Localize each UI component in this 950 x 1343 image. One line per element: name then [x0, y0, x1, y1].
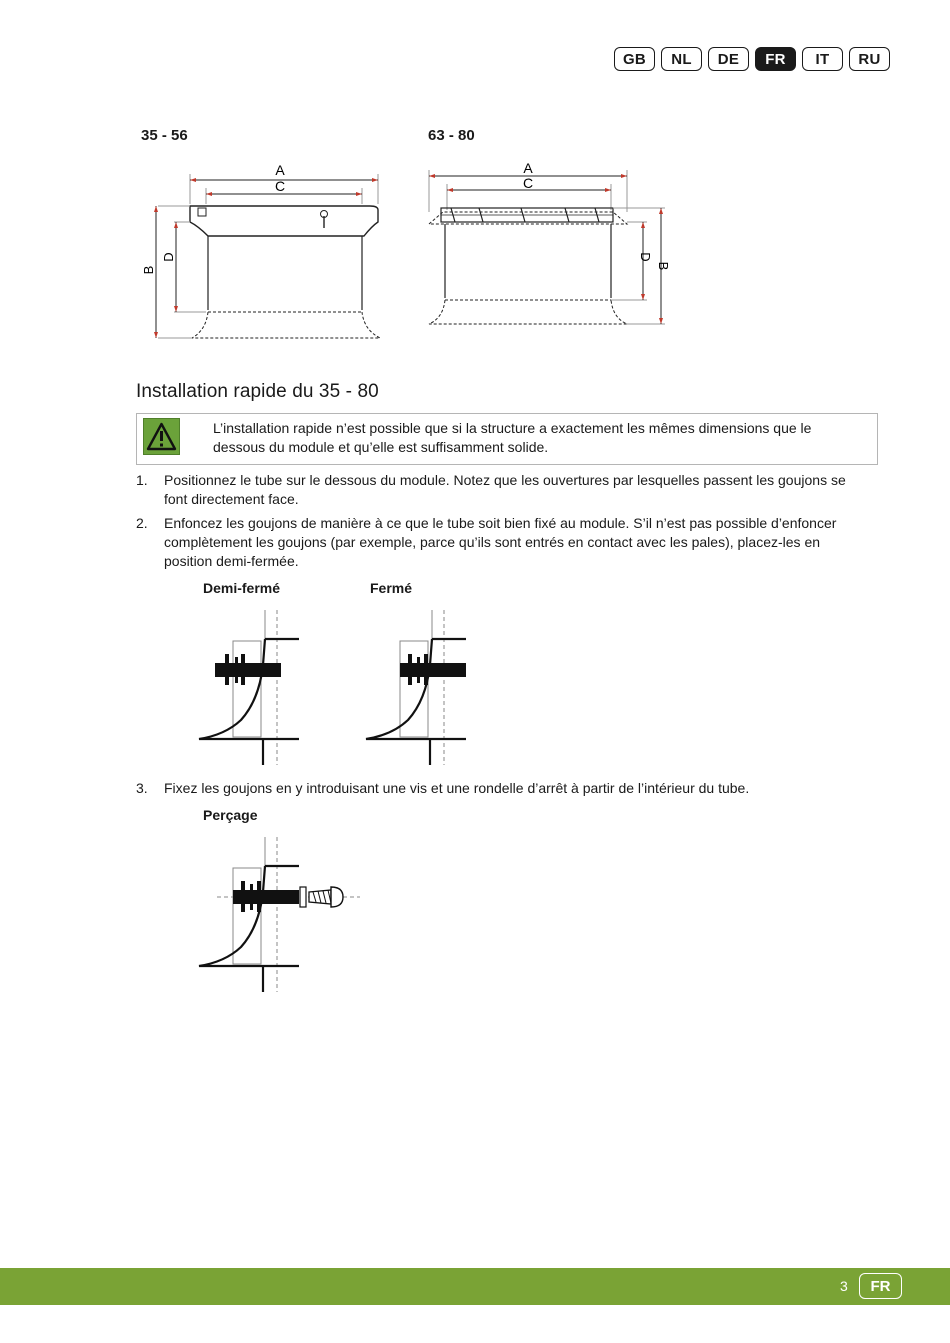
dim-d-label: D — [638, 252, 653, 262]
figure-title-35-56: 35 - 56 — [141, 127, 188, 144]
footer-language-badge: FR — [859, 1273, 902, 1299]
dim-b-label: B — [656, 261, 671, 271]
warning-triangle-icon — [144, 419, 179, 454]
dim-b-label: B — [141, 265, 156, 275]
page-number: 3 — [840, 1278, 848, 1294]
label-drilling: Perçage — [203, 807, 258, 823]
dim-c-label: C — [522, 175, 534, 191]
dim-d-label: D — [161, 252, 176, 262]
step-number: 2. — [136, 515, 148, 531]
lang-gb-button[interactable]: GB — [614, 47, 655, 71]
figure-title-63-80: 63 - 80 — [428, 127, 475, 144]
warning-box — [136, 413, 878, 465]
warning-icon-cell — [143, 418, 180, 455]
step-text: Enfoncez les goujons de manière à ce que le tube soit bien fixé au module. S’il n’est pas possible d’enfoncer complètement les goujons (par exemple, parce qu’ils sont entrés en contact avec les pales), placez-les en position demi-fermée. — [164, 515, 837, 569]
step-number: 3. — [136, 780, 148, 796]
screw-icon — [309, 887, 343, 907]
lang-it-button[interactable]: IT — [802, 47, 843, 71]
label-closed: Fermé — [370, 580, 413, 596]
footer-band — [0, 1268, 950, 1305]
warning-text: L’installation rapide n’est possible que si la structure a exactement les mêmes dimensions que le dessous du module et qu’elle est suffisamment solide. — [213, 420, 812, 455]
dimension-drawing-35-56 — [140, 160, 390, 345]
step-text: Positionnez le tube sur le dessous du module. Notez que les ouvertures par lesquelles passent les goujons se font directement face. — [164, 472, 846, 507]
step-text: Fixez les goujons en y introduisant une vis et une rondelle d’arrêt à partir de l’intérieur du tube. — [164, 780, 750, 796]
lang-de-button[interactable]: DE — [708, 47, 749, 71]
section-heading: Installation rapide du 35 - 80 — [136, 381, 379, 402]
dimension-drawing-63-80 — [425, 160, 675, 345]
dim-a-label: A — [275, 162, 285, 178]
dim-c-label: C — [274, 178, 286, 194]
lang-fr-button[interactable]: FR — [755, 47, 796, 71]
detail-drawing-drilling — [195, 832, 365, 997]
language-selector — [614, 47, 890, 71]
lang-nl-button[interactable]: NL — [661, 47, 702, 71]
step-number: 1. — [136, 472, 148, 488]
lang-ru-button[interactable]: RU — [849, 47, 890, 71]
label-half-closed: Demi-fermé — [203, 580, 281, 596]
dim-a-label: A — [523, 160, 533, 176]
detail-drawing-half-closed — [195, 605, 305, 770]
detail-drawing-closed — [362, 605, 472, 770]
